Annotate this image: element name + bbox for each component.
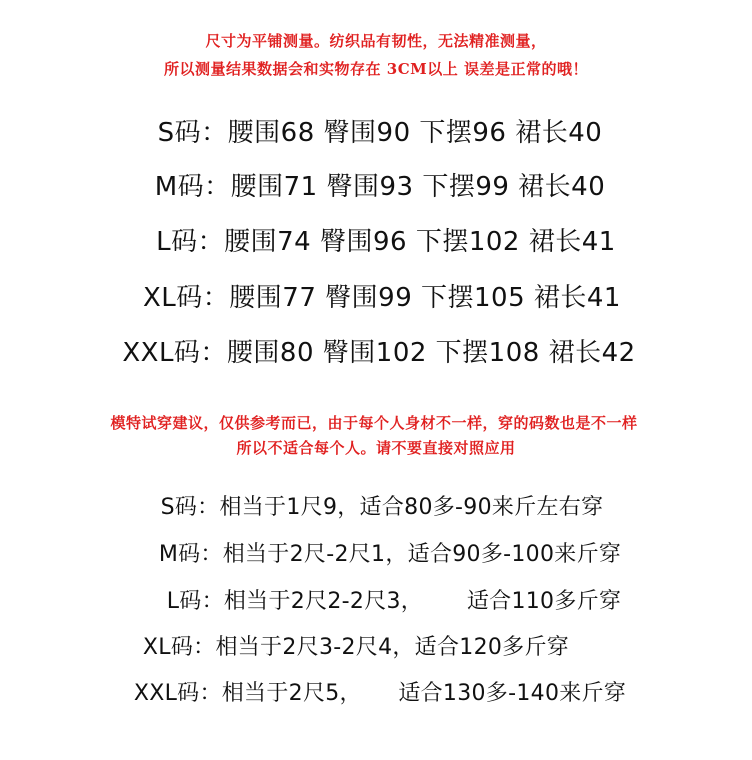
- recommend-row-xl: XL码：相当于2尺3-2尺4，适合120多斤穿: [142, 635, 570, 660]
- notice-line-2: 所以测量结果数据会和实物存在 3CM以上 误差是正常的哦！: [164, 60, 588, 78]
- recommend-row-s: S码：相当于1尺9，适合80多-90来斤左右穿: [160, 495, 604, 520]
- recommend-row-l: L码：相当于2尺2-2尺3， 适合110多斤穿: [166, 589, 622, 614]
- size-row-xxl: XXL码：腰围80 臀围102 下摆108 裙长42: [122, 338, 636, 368]
- fit-notice-line-1: 模特试穿建议，仅供参考而已，由于每个人身材不一样，穿的码数也是不一样: [110, 414, 638, 432]
- size-row-xl: XL码：腰围77 臀围99 下摆105 裙长41: [143, 283, 621, 313]
- notice-line-1: 尺寸为平铺测量。纺织品有韧性，无法精准测量，: [205, 32, 547, 50]
- size-row-s: S码：腰围68 臀围90 下摆96 裙长40: [157, 118, 603, 148]
- size-row-l: L码：腰围74 臀围96 下摆102 裙长41: [156, 227, 616, 257]
- size-row-m: M码：腰围71 臀围93 下摆99 裙长40: [154, 172, 606, 202]
- recommend-row-xxl: XXL码：相当于2尺5， 适合130多-140来斤穿: [133, 681, 627, 706]
- fit-notice-line-2: 所以不适合每个人。请不要直接对照应用: [236, 439, 516, 457]
- recommend-row-m: M码：相当于2尺-2尺1，适合90多-100来斤穿: [158, 542, 622, 567]
